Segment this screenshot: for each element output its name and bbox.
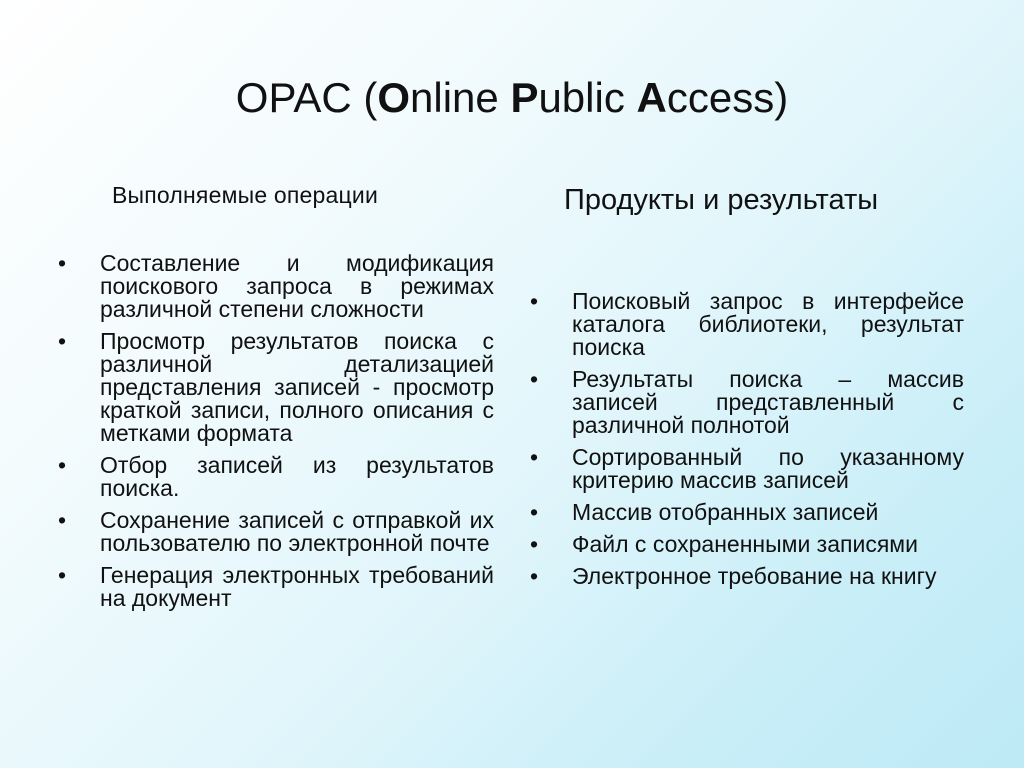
bullet-icon: • [530, 366, 539, 392]
bullet-icon: • [58, 507, 67, 533]
operations-list [58, 252, 494, 619]
products-item-text: Поисковый запрос в интерфейсе каталога библиотеки, результат поиска [572, 288, 964, 360]
bullet-icon: • [530, 563, 539, 589]
operations-heading: Выполняемые операции [112, 182, 378, 208]
bullet-icon: • [530, 288, 539, 314]
operations-list-item [58, 564, 494, 610]
title-letter-p: P [510, 74, 539, 121]
bullet-icon: • [530, 499, 539, 525]
operations-list-item [58, 509, 494, 555]
bullet-icon: • [58, 562, 67, 588]
operations-item-text: Составление и модификация поискового запроса в режимах различной степени сложности [100, 250, 494, 322]
bullet-icon: • [530, 531, 539, 557]
products-list [530, 290, 964, 597]
operations-list-item [58, 330, 494, 445]
bullet-icon: • [530, 444, 539, 470]
operations-item-text: Просмотр результатов поиска с различной детализацией представления записей - просмотр краткой записи, полного описания с метками формата [100, 328, 494, 446]
products-item-text: Массив отобранных записей [572, 499, 879, 525]
products-list-item [530, 446, 964, 492]
slide-title [0, 72, 1024, 124]
operations-list-item [58, 252, 494, 321]
title-letter-o: O [377, 74, 411, 121]
products-list-item [530, 290, 964, 359]
products-heading: Продукты и результаты [564, 184, 879, 216]
products-list-item [530, 368, 964, 437]
products-list-item [530, 565, 964, 588]
bullet-icon: • [58, 328, 67, 354]
title-word-access: ccess) [666, 74, 789, 121]
products-item-text: Результаты поиска – массив записей представленный с различной полнотой [572, 366, 964, 438]
products-list-item [530, 501, 964, 524]
title-word-online: nline [410, 74, 511, 121]
products-item-text: Электронное требование на книгу [572, 563, 937, 589]
title-word-public: ublic [538, 74, 637, 121]
products-list-item [530, 533, 964, 556]
operations-item-text: Отбор записей из результатов поиска. [100, 452, 494, 501]
products-item-text: Файл с сохраненными записями [572, 531, 918, 557]
operations-item-text: Сохранение записей с отправкой их пользователю по электронной почте [100, 507, 494, 556]
operations-list-item [58, 454, 494, 500]
operations-item-text: Генерация электронных требований на документ [100, 562, 494, 611]
title-letter-a: A [636, 74, 667, 121]
products-item-text: Сортированный по указанному критерию массив записей [572, 444, 964, 493]
title-prefix: OPAC ( [235, 74, 378, 121]
bullet-icon: • [58, 452, 67, 478]
bullet-icon: • [58, 250, 67, 276]
